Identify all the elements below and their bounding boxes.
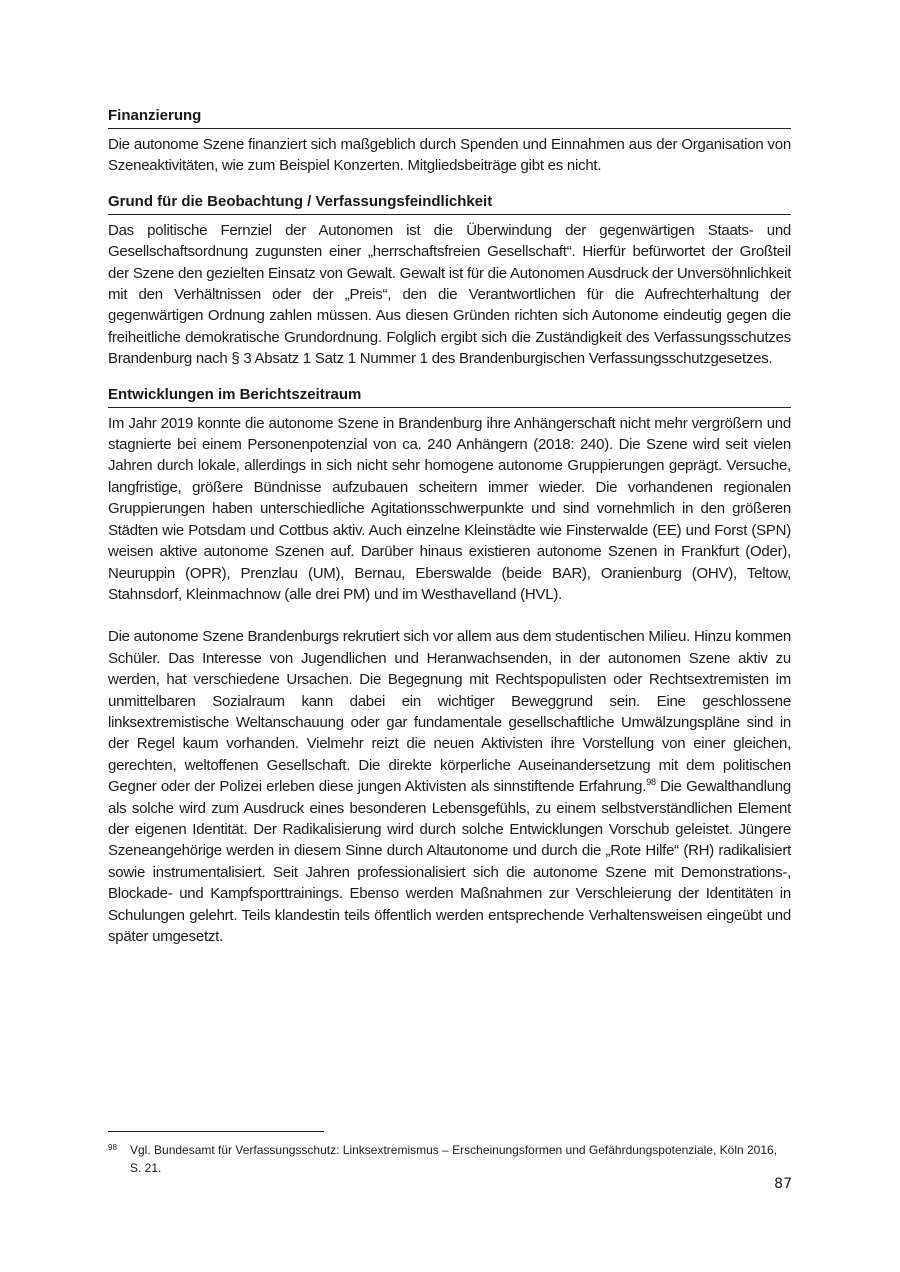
paragraph-reason: Das politische Fernziel der Autonomen ist die Überwindung der gegenwärtigen Staats- und Gesellschaftsordnung zugunsten einer „herrschaftsfreien Gesellschaft“. Hierfür befürwortet der Großteil der Szene den gezielten Einsatz von Gewalt. Gewalt ist für die Autonomen Ausdruck der Unversöhnlichkeit mit den Verhältnissen oder der „Preis“, den die Verantwortlichen für die Aufrechterhaltung der gegenwärtigen Ordnung zahlen müssen. Aus diesen Gründen richten sich Autonome eindeutig gegen die freiheitliche demokratische Grundordnung. Folglich ergibt sich die Zuständigkeit des Verfassungsschutzes Brandenburg nach § 3 Absatz 1 Satz 1 Nummer 1 des Brandenburgischen Verfassungsschutzgesetzes. (108, 221, 791, 368)
paragraph-financing: Die autonome Szene finanziert sich maßgeblich durch Spenden und Einnahmen aus der Organisation von Szeneaktivitäten, wie zum Beispiel Konzerten. Mitgliedsbeiträge gibt es nicht. (108, 136, 791, 175)
footnote-reference[interactable]: 98 (646, 777, 656, 788)
footnote-number: 98 (108, 1143, 117, 1152)
section-heading-financing: Finanzierung (108, 105, 791, 129)
paragraph-developments-2-continuation: Die Gewalthandlung als solche wird zum Ausdruck eines besonderen Lebensgefühls, zu einem selbstverständlichen Element der eigenen Identität. Der Radikalisierung wird durch solche Entwicklungen Vorschub geleistet. Jüngere Szeneangehörige werden in diesem Sinne durch Altautonome und durch die „Rote Hilfe“ (RH) radikalisiert sowie instrumentalisiert. Seit Jahren professionalisiert sich die autonome Szene mit Demonstrations-, Blockade- und Kampfsporttrainings. Ebenso werden Maßnahmen zur Verschleierung der Identitäten in Schulungen gelehrt. Teils klandestin teils öffentlich werden entsprechende Verhaltensweisen eingeübt und später umgesetzt. (108, 778, 791, 945)
section-heading-developments: Entwicklungen im Berichtszeitraum (108, 384, 791, 408)
paragraph-developments-2 (108, 626, 791, 947)
footnote-divider (108, 1131, 324, 1132)
page-number: 87 (774, 1176, 792, 1192)
section-heading-reason: Grund für die Beobachtung / Verfassungsfeindlichkeit (108, 191, 791, 215)
footnote (108, 1141, 791, 1177)
paragraph-developments-1: Im Jahr 2019 konnte die autonome Szene in Brandenburg ihre Anhängerschaft nicht mehr vergrößern und stagnierte bei einem Personenpotenzial von ca. 240 Anhängern (2018: 240). Die Szene wird seit vielen Jahren durch lokale, allerdings in sich nicht sehr homogene autonome Gruppierungen geprägt. Versuche, langfristige, größere Bündnisse aufzubauen scheitern immer wieder. Die vorhandenen regionalen Gruppierungen haben unterschiedliche Agitationsschwerpunkte und sind vornehmlich in den größeren Städten wie Potsdam und Cottbus aktiv. Auch einzelne Kleinstädte wie Finsterwalde (EE) und Forst (SPN) weisen aktive autonome Szenen auf. Darüber hinaus existieren autonome Szenen in Frankfurt (Oder), Neuruppin (OPR), Prenzlau (UM), Bernau, Eberswalde (beide BAR), Oranienburg (OHV), Teltow, Stahnsdorf, Kleinmachnow (alle drei PM) und im Westhavelland (HVL). (108, 414, 791, 603)
document-body (108, 105, 791, 947)
footnote-text: Vgl. Bundesamt für Verfassungsschutz: Linksextremismus – Erscheinungsformen und Gefährdungspotenziale, Köln 2016, S. 21. (130, 1143, 778, 1175)
paragraph-developments-2-text: Die autonome Szene Brandenburgs rekrutiert sich vor allem aus dem studentischen Milieu. Hinzu kommen Schüler. Das Interesse von Jugendlichen und Heranwachsenden, in der autonomen Szene aktiv zu werden, hat verschiedene Ursachen. Die Begegnung mit Rechtspopulisten oder Rechtsextremisten im unmittelbaren Sozialraum kann dabei ein wichtiger Beweggrund sein. Eine geschlossene linksextremistische Weltanschauung oder gar fundamentale gesellschaftliche Umwälzungspläne sind in der Regel kaum vorhanden. Vielmehr reizt die neuen Aktivisten ihre Vorstellung von einer gleichen, gerechten, weltoffenen Gesellschaft. Die direkte körperliche Auseinandersetzung mit dem politischen Gegner oder der Polizei erleben diese jungen Aktivisten als sinnstiftende Erfahrung. (108, 628, 791, 796)
